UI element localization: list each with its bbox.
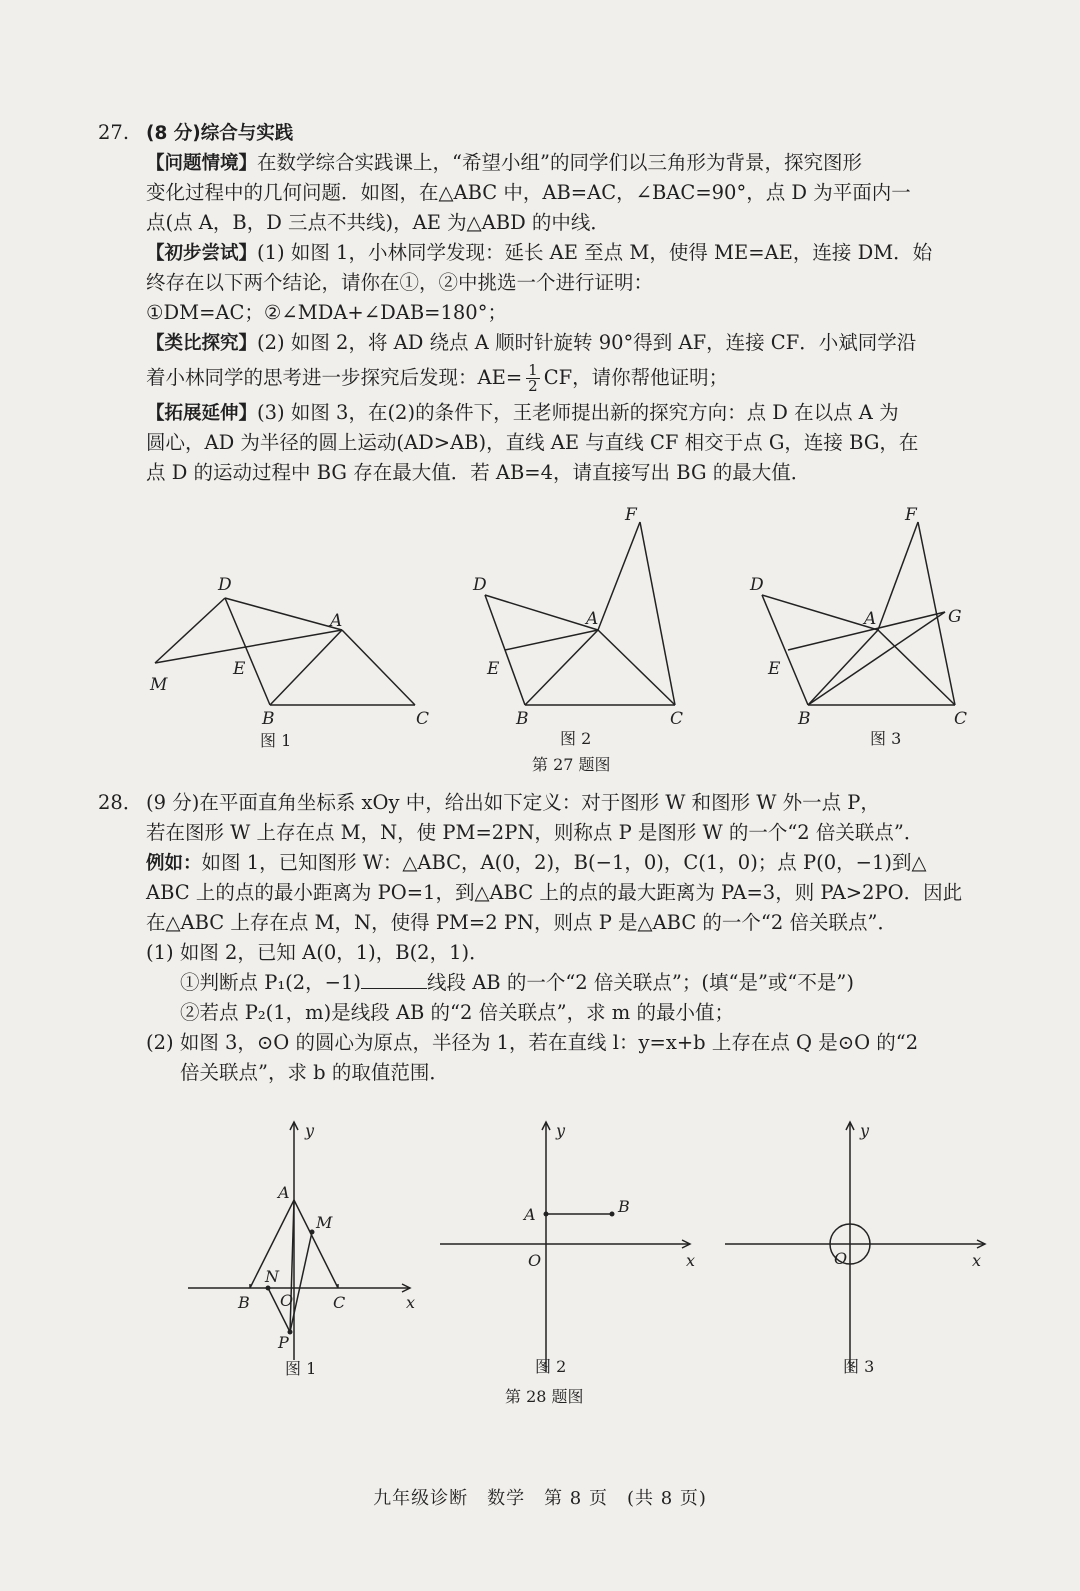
fig3-label-E: E bbox=[768, 659, 781, 679]
q28-figure-2 bbox=[440, 1122, 690, 1372]
q28-part-1b: ②若点 P₂(1，m)是线段 AB 的“2 倍关联点”，求 m 的最小值； bbox=[180, 1001, 734, 1024]
q28-fig3-caption: 图 3 bbox=[843, 1357, 875, 1376]
fig3-label-F: F bbox=[905, 505, 917, 525]
try-tag: 【初步尝试】 bbox=[146, 243, 258, 264]
fig3-label-A: A bbox=[864, 609, 877, 629]
q28-fig1-label-N: N bbox=[265, 1267, 279, 1286]
fraction-one-half bbox=[526, 363, 540, 394]
q28-part-2-line-2: 倍关联点”，求 b 的取值范围． bbox=[180, 1061, 449, 1084]
q28-part-1a-pre: ①判断点 P₁(2，−1) bbox=[180, 971, 362, 994]
q27-figure-caption: 第 27 题图 bbox=[532, 755, 611, 774]
q28-number: 28． bbox=[98, 791, 143, 814]
fraction-numerator: 1 bbox=[528, 361, 538, 379]
q28-part-2-line-1: (2) 如图 3，⊙O 的圆心为原点，半径为 1，若在直线 l：y=x+b 上存在点 Q 是⊙O 的“2 bbox=[146, 1031, 919, 1054]
q27-figures bbox=[0, 500, 1080, 790]
fig1-label-C: C bbox=[416, 709, 430, 729]
analog-text-2a: 着小林同学的思考进一步探究后发现：AE= bbox=[146, 366, 523, 389]
q28-fig1-label-B: B bbox=[238, 1293, 250, 1312]
q28-fig1-label-P: P bbox=[278, 1333, 289, 1352]
analog-text-2b: CF，请你帮他证明； bbox=[543, 366, 729, 389]
extend-text-1: (3) 如图 3，在(2)的条件下，王老师提出新的探究方向：点 D 在以点 A 为 bbox=[257, 401, 899, 424]
q28-fig1-label-O: O bbox=[280, 1291, 294, 1310]
fraction-denominator: 2 bbox=[528, 377, 538, 395]
q28-fig2-label-B: B bbox=[618, 1197, 630, 1216]
q28-fig1-label-y: y bbox=[305, 1121, 315, 1140]
extend-tag: 【拓展延伸】 bbox=[146, 403, 258, 424]
q27-header: (8 分)综合与实践 bbox=[146, 123, 294, 144]
q28-fig2-label-O: O bbox=[528, 1251, 542, 1270]
analog-text-1: (2) 如图 2，将 AD 绕点 A 顺时针旋转 90°得到 AF，连接 CF．小斌同学沿 bbox=[257, 331, 917, 354]
question-27 bbox=[98, 118, 998, 488]
q27-figure-3 bbox=[762, 522, 955, 705]
fig3-label-B: B bbox=[798, 709, 811, 729]
fig1-label-A: A bbox=[330, 611, 343, 631]
q27-figure-1 bbox=[155, 598, 415, 705]
q28-line-5: 在△ABC 上存在点 M，N，使得 PM=2 PN，则点 P 是△ABC 的一个“2 倍关联点”． bbox=[146, 911, 897, 934]
q28-figure-3 bbox=[725, 1122, 985, 1372]
q27-extend-line-2: 圆心，AD 为半径的圆上运动(AD>AB)，直线 AE 与直线 CF 相交于点 G，连接 BG，在 bbox=[146, 431, 919, 454]
q28-figure-1 bbox=[188, 1122, 410, 1360]
q27-try-line-1 bbox=[98, 238, 998, 268]
q28-fig1-label-C: C bbox=[333, 1293, 346, 1312]
analog-tag: 【类比探究】 bbox=[146, 333, 258, 354]
fig2-label-A: A bbox=[586, 609, 599, 629]
fig3-label-G: G bbox=[948, 607, 962, 627]
q28-part-1a-post: 线段 AB 的一个“2 倍关联点”；(填“是”或“不是”) bbox=[427, 971, 854, 994]
q28-line-2: 若在图形 W 上存在点 M，N，使 PM=2PN，则称点 P 是图形 W 的一个“2 倍关联点”． bbox=[146, 821, 924, 844]
q27-situation-line-2: 变化过程中的几何问题．如图，在△ABC 中，AB=AC，∠BAC=90°，点 D 为平面内一 bbox=[146, 181, 911, 204]
fig1-caption: 图 1 bbox=[260, 731, 292, 750]
q28-text-3: 如图 1，已知图形 W：△ABC，A(0，2)，B(−1，0)，C(1，0)；点 P(0，−1)到△ bbox=[201, 851, 927, 874]
fig2-caption: 图 2 bbox=[560, 729, 592, 748]
situation-text-1: 在数学综合实践课上，“希望小组”的同学们以三角形为背景，探究图形 bbox=[257, 151, 862, 174]
answer-blank[interactable] bbox=[361, 968, 427, 989]
fig3-label-C: C bbox=[954, 709, 968, 729]
fig2-label-B: B bbox=[516, 709, 529, 729]
q28-part-1: (1) 如图 2，已知 A(0，1)，B(2，1)． bbox=[146, 941, 489, 964]
q28-fig2-caption: 图 2 bbox=[535, 1357, 567, 1376]
question-28 bbox=[98, 788, 998, 1088]
q28-part-1a bbox=[98, 968, 998, 998]
fig2-label-E: E bbox=[487, 659, 500, 679]
fig2-label-C: C bbox=[670, 709, 684, 729]
fig3-caption: 图 3 bbox=[870, 729, 902, 748]
q27-try-line-3: ①DM=AC；②∠MDA+∠DAB=180°； bbox=[146, 301, 507, 324]
q28-fig1-label-x: x bbox=[406, 1293, 416, 1312]
fig1-label-E: E bbox=[233, 659, 246, 679]
q27-situation-line-1 bbox=[98, 148, 998, 178]
page-footer: 九年级诊断 数学 第 8 页 (共 8 页) bbox=[373, 1488, 707, 1509]
q27-analog-line-1 bbox=[98, 328, 998, 358]
q28-fig1-label-M: M bbox=[316, 1213, 333, 1232]
q28-fig2-label-x: x bbox=[686, 1251, 696, 1270]
fig1-label-M: M bbox=[150, 675, 168, 695]
q27-try-line-2: 终存在以下两个结论，请你在①，②中挑选一个进行证明： bbox=[146, 271, 654, 294]
q28-line-1 bbox=[98, 788, 998, 818]
q27-number: 27. bbox=[98, 121, 130, 144]
q27-figure-2 bbox=[485, 522, 675, 705]
fig2-label-D: D bbox=[473, 575, 487, 595]
q28-line-4: ABC 上的点的最小距离为 PO=1，到△ABC 上的点的最大距离为 PA=3，则 PA>2PO．因此 bbox=[146, 881, 963, 904]
q28-figures bbox=[0, 1110, 1080, 1420]
q28-line-3 bbox=[98, 848, 998, 878]
q28-figure-caption: 第 28 题图 bbox=[505, 1387, 584, 1406]
q27-extend-line-1 bbox=[98, 398, 998, 428]
q28-fig3-label-O: O bbox=[834, 1249, 848, 1268]
q28-fig1-label-A: A bbox=[278, 1183, 290, 1202]
fig1-label-D: D bbox=[218, 575, 232, 595]
fig3-label-D: D bbox=[750, 575, 764, 595]
q27-situation-line-3: 点(点 A，B，D 三点不共线)，AE 为△ABD 的中线． bbox=[146, 211, 610, 234]
q27-extend-line-3: 点 D 的运动过程中 BG 存在最大值．若 AB=4，请直接写出 BG 的最大值． bbox=[146, 461, 811, 484]
q27-analog-line-2 bbox=[98, 358, 998, 398]
q28-fig2-label-y: y bbox=[556, 1121, 566, 1140]
situation-tag: 【问题情境】 bbox=[146, 153, 258, 174]
q28-text-1: (9 分)在平面直角坐标系 xOy 中，给出如下定义：对于图形 W 和图形 W 外一点 P， bbox=[146, 791, 880, 814]
q28-fig3-label-x: x bbox=[972, 1251, 982, 1270]
q28-fig2-label-A: A bbox=[524, 1205, 536, 1224]
fig2-label-F: F bbox=[625, 505, 637, 525]
example-tag: 例如： bbox=[146, 853, 202, 874]
try-text-1: (1) 如图 1，小林同学发现：延长 AE 至点 M，使得 ME=AE，连接 DM．始 bbox=[257, 241, 933, 264]
q27-header-line bbox=[98, 118, 998, 148]
fig1-label-B: B bbox=[262, 709, 275, 729]
q28-fig1-caption: 图 1 bbox=[285, 1359, 317, 1378]
q28-fig3-label-y: y bbox=[860, 1121, 870, 1140]
